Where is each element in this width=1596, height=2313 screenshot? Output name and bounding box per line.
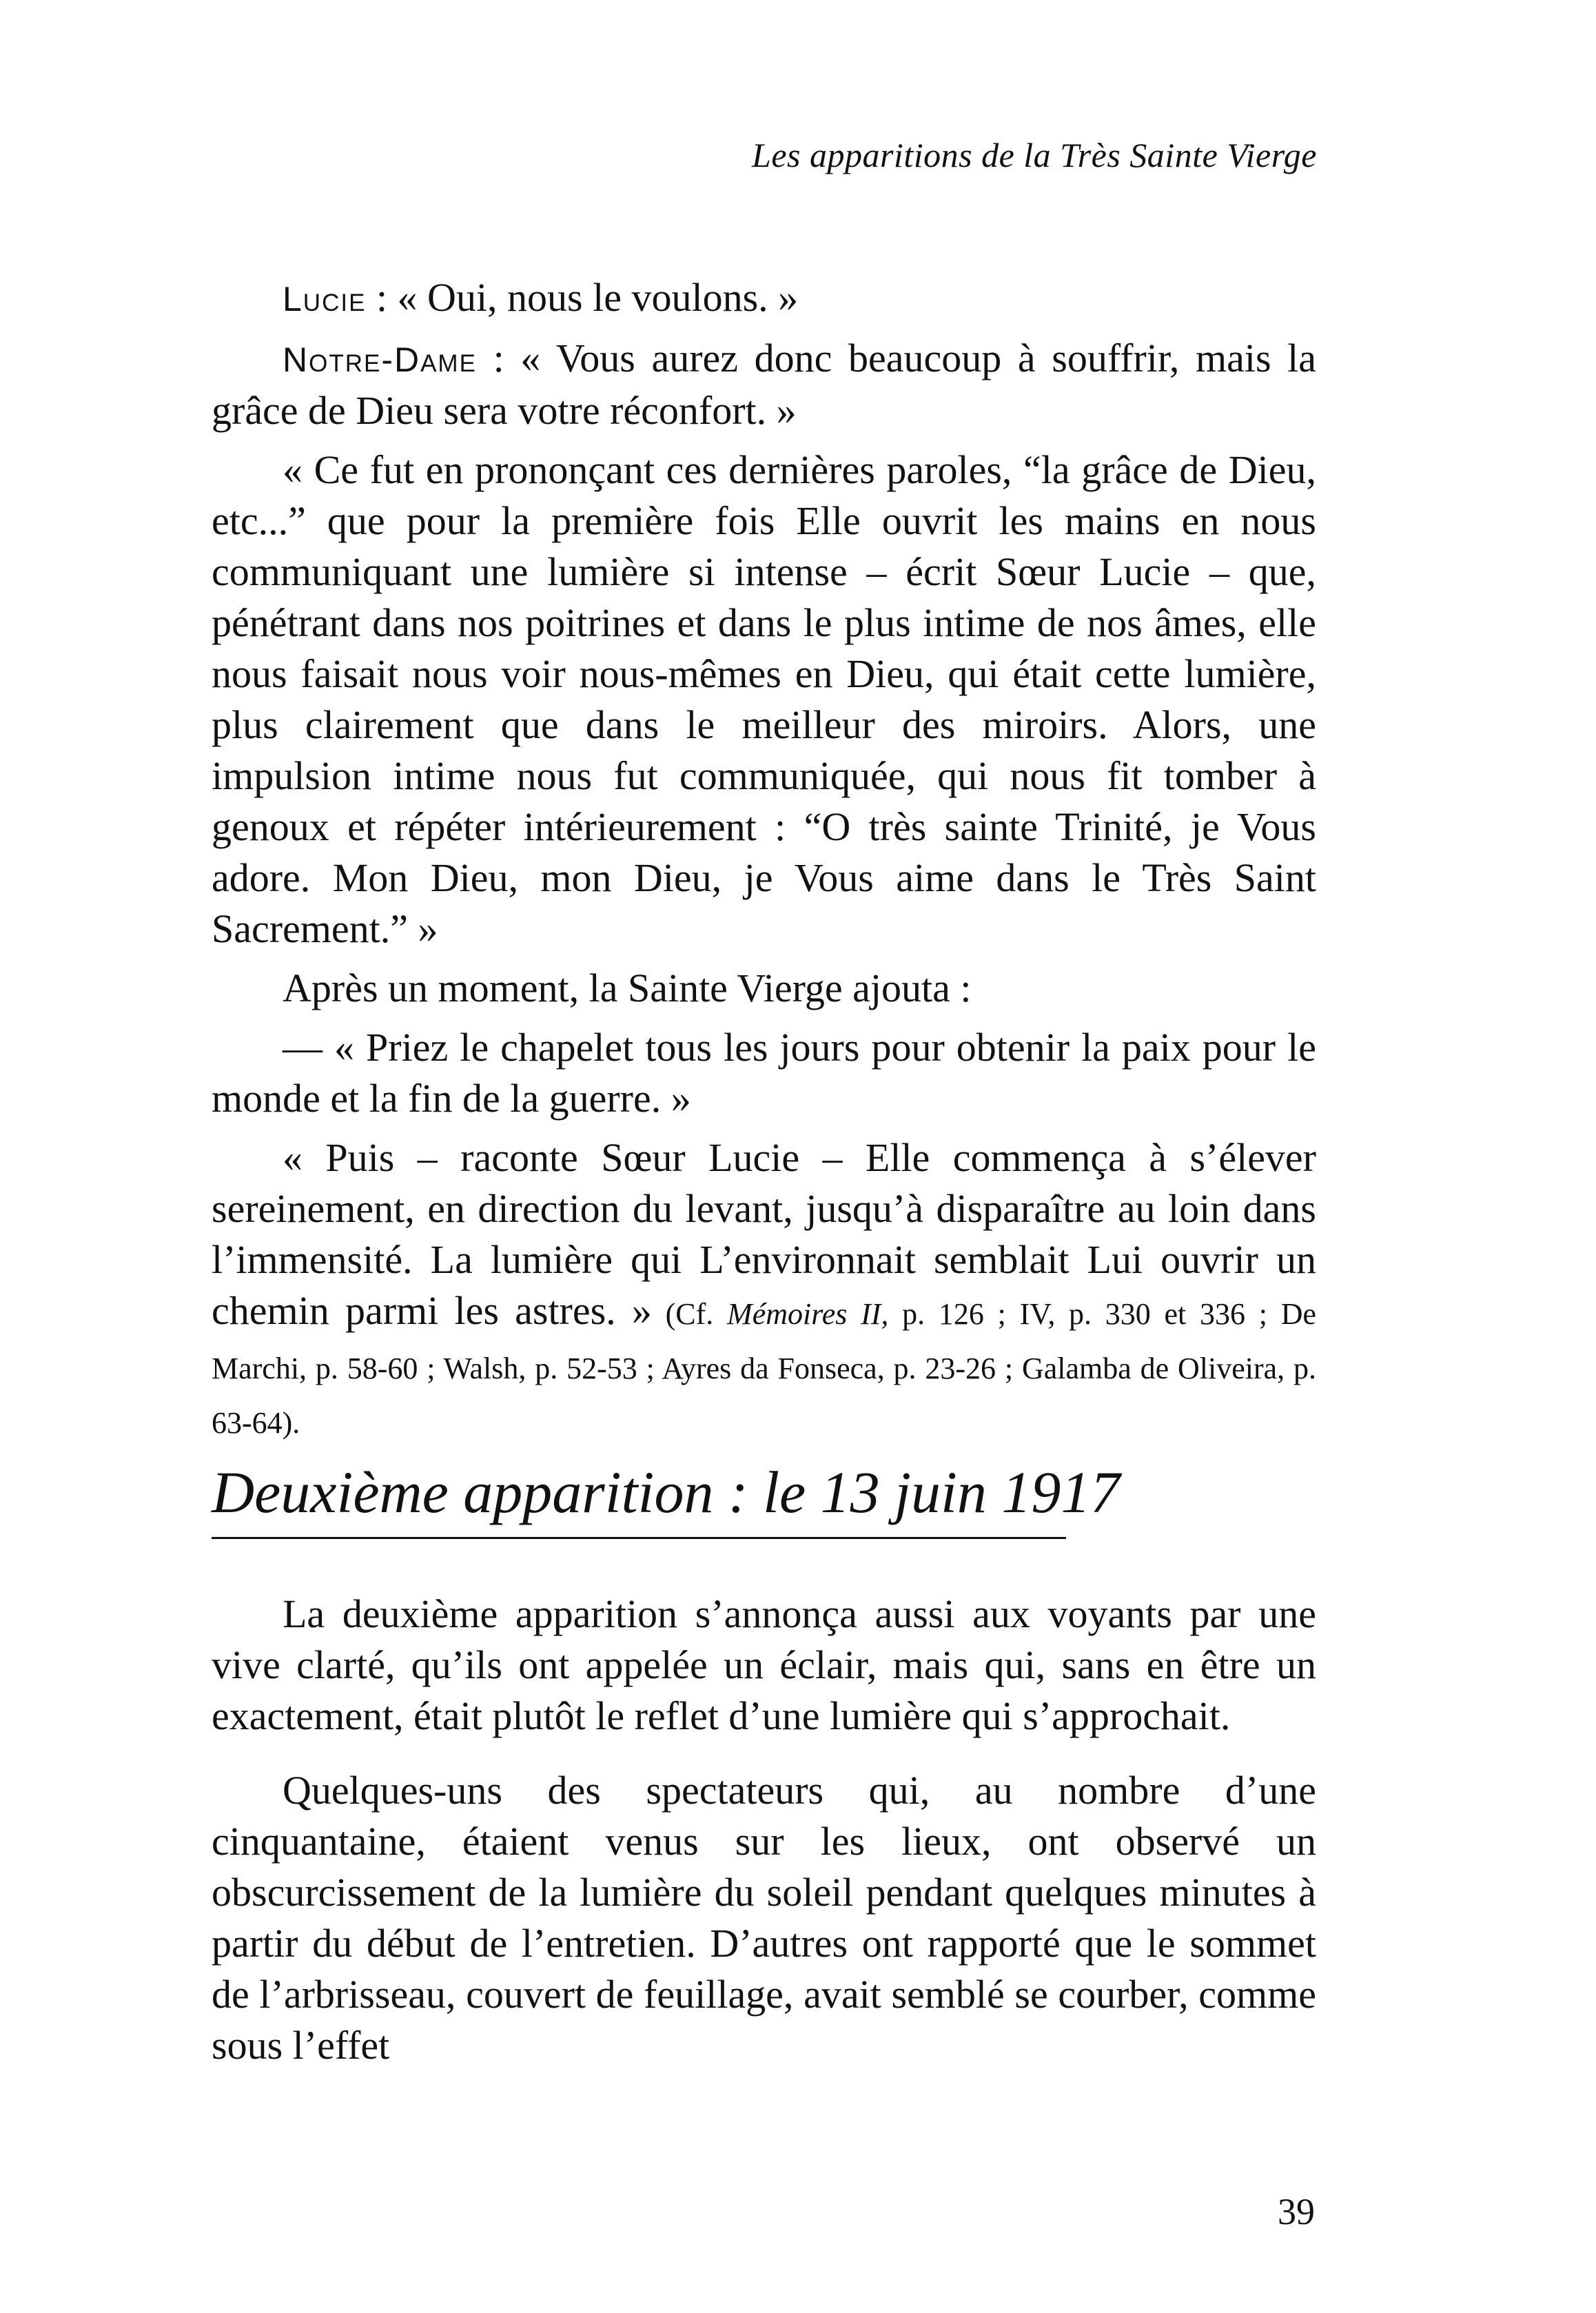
body-text-lower [212, 1589, 1316, 2095]
paragraph-text: « Puis – raconte Sœur Lucie – Elle commença à s’élever sereinement, en direction du levant, jusqu’à disparaître au loin dans l’immensité. La lumière qui L’environnait semblait Lui ouvrir un chemin parmi les astres. » [212, 1135, 1316, 1333]
paragraph: — « Priez le chapelet tous les jours pour obtenir la paix pour le monde et la fin de la guerre. » [212, 1025, 1316, 1121]
dialogue-lucie [212, 272, 1316, 325]
dialogue-notre-dame [212, 333, 1316, 436]
paragraph-with-reference [212, 1132, 1316, 1449]
paragraph: Quelques-uns des spectateurs qui, au nombre d’une cinquantaine, étaient venus sur les lieux, ont observé un obscurcissement de la lumière du soleil pendant quelques minutes à partir du début de l’entretien. D’autres ont rapporté que le sommet de l’arbrisseau, couvert de feuillage, avait semblé se courber, comme sous l’effet [212, 1768, 1316, 2068]
body-text-upper [212, 272, 1316, 1457]
section-heading: Deuxième apparition : le 13 juin 1917 [212, 1454, 1066, 1539]
paragraph: La deuxième apparition s’annonça aussi aux voyants par une vive clarté, qu’ils ont appelée un éclair, mais qui, sans en être un exactement, était plutôt le reflet d’une lumière qui s’approchait. [212, 1591, 1316, 1738]
reference-details: p. 126 ; IV, p. 330 et 336 ; De Marchi, p. 58-60 ; Walsh, p. 52-53 ; Ayres da Fonseca, p. 23-26 ; Galamba de Oliveira, p. 63-64). [212, 1297, 1317, 1440]
reference-title: Mémoires II, [727, 1297, 889, 1331]
running-head: Les apparitions de la Très Sainte Vierge [752, 136, 1317, 174]
paragraph: Après un moment, la Sainte Vierge ajouta : [283, 966, 972, 1010]
dialogue-notre-dame-text: : « Vous aurez donc beaucoup à souffrir, mais la grâce de Dieu sera votre réconfort. » [212, 336, 1316, 433]
dialogue-lucie-text: : « Oui, nous le voulons. » [366, 275, 799, 320]
page-number: 39 [1278, 2191, 1315, 2232]
paragraph: « Ce fut en prononçant ces dernières paroles, “la grâce de Dieu, etc...” que pour la première fois Elle ouvrit les mains en nous communiquant une lumière si intense – écrit Sœur Lucie – que, pénétrant dans nos poitrines et dans le plus intime de nos âmes, elle nous faisait nous voir nous-mêmes en Dieu, qui était cette lumière, plus clairement que dans le meilleur des miroirs. Alors, une impulsion intime nous fut communiquée, qui nous fit tomber à genoux et répéter intérieurement : “O très sainte Trinité, je Vous adore. Mon Dieu, mon Dieu, je Vous aime dans le Très Saint Sacrement.” » [212, 447, 1316, 951]
speaker-lucie: Lucie [283, 280, 367, 318]
speaker-notre-dame: Notre-Dame [283, 340, 477, 379]
reference-prefix: (Cf. [651, 1297, 728, 1331]
